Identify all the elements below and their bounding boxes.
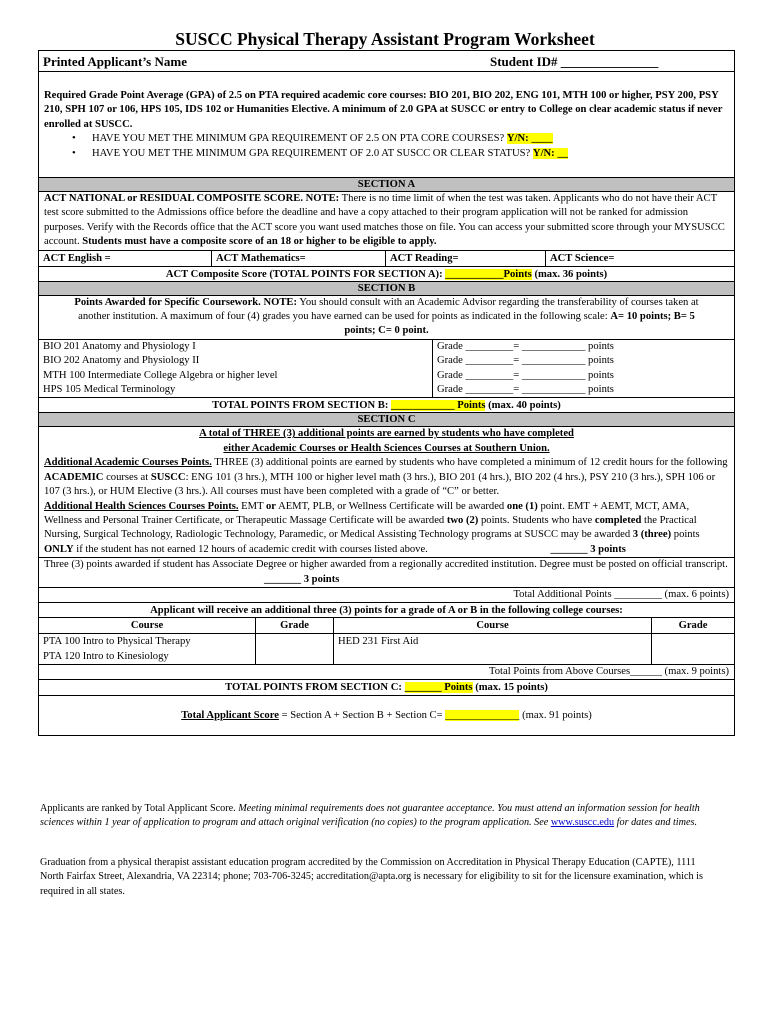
above-courses-total[interactable]: Total Points from Above Courses______ (max. 9 points) — [39, 664, 734, 679]
section-a-note: ACT NATIONAL or RESIDUAL COMPOSITE SCORE. NOTE: There is no time limit of when the test was taken. Applicants who do not have their ACT test score submitted to the Admissions office before the deadline and have a copy attached to their program application will not be ranked for admission purposes. Verify with the Records office that the ACT score you want used matches those on file. You can access your submitted score through your MYSUSCC account. Students must have a composite score of an 18 or higher to be eligible to apply. — [39, 191, 734, 250]
right-course-1: HED 231 First Aid — [334, 633, 651, 649]
section-b-total-row: TOTAL POINTS FROM SECTION B: ____________ Points (max. 40 points) — [39, 397, 734, 412]
college-courses-table — [39, 617, 734, 664]
section-c-total-field[interactable]: _______ Points — [404, 681, 473, 693]
student-id-field[interactable]: Student ID# _______________ — [490, 54, 659, 69]
gpa-requirements — [39, 71, 734, 177]
section-c-heading: SECTION C — [39, 412, 734, 426]
section-c-intro-1: A total of THREE (3) additional points are earned by students who have completed — [199, 428, 574, 440]
act-science-field[interactable]: ACT Science= — [545, 251, 734, 266]
section-a-heading: SECTION A — [39, 177, 734, 191]
applicant-name-field[interactable]: Printed Applicant’s Name — [43, 54, 187, 69]
col-course-header: Course — [476, 619, 509, 631]
act-score-fields — [39, 250, 734, 266]
total-additional-points[interactable]: Total Additional Points _________ (max. 6 points) — [39, 587, 734, 602]
total-applicant-score-row: Total Applicant Score = Section A + Section B + Section C= ______________ (max. 91 points) — [39, 695, 734, 735]
left-course-column — [39, 618, 255, 664]
col-grade-header: Grade — [280, 619, 309, 631]
course-row: HPS 105 Medical Terminology Grade _________= ____________ points — [39, 383, 734, 397]
course-row: MTH 100 Intermediate College Algebra or higher level Grade _________= ____________ points — [39, 369, 734, 383]
act-math-field[interactable]: ACT Mathematics= — [211, 251, 385, 266]
gpa-questions — [44, 132, 729, 161]
right-grade-column — [651, 618, 734, 664]
left-course-1: PTA 100 Intro to Physical Therapy — [39, 633, 255, 649]
act-composite-field[interactable]: ___________Points — [445, 268, 532, 280]
gpa-requirement-text: Required Grade Point Average (GPA) of 2.5 on PTA required academic core courses: BIO 201, BIO 202, ENG 101, MTH 100 or higher, PSY 200, PSY 210, SPH 107 or 106, HPS 105, IDS 102 or Humanities Elective. A minimum of 2.0 GPA at SUSCC or entry to College on clear academic status if never enrolled at SUSCC. — [44, 90, 723, 130]
gpa-question-suscc: • HAVE YOU MET THE MINIMUM GPA REQUIREMENT OF 2.0 AT SUSCC OR CLEAR STATUS? Y/N: __ — [92, 147, 729, 161]
ranking-note: Applicants are ranked by Total Applicant Score. Meeting minimal requirements does not guarantee acceptance. You must attend an information session for health sciences within 1 year of application to program and attach original verification (no copies) to the program application. See www.suscc.edu for dates and times. — [40, 803, 700, 829]
section-c-body — [39, 426, 734, 557]
worksheet-form — [38, 50, 735, 736]
health-points-field[interactable]: _______ 3 points — [550, 543, 626, 555]
left-grade-1[interactable] — [256, 633, 333, 649]
applicant-header-row — [39, 51, 734, 71]
course-row: BIO 201 Anatomy and Physiology I Grade _________= ____________ points — [39, 340, 734, 354]
health-sciences-points: Additional Health Sciences Courses Points. EMT or AEMT, PLB, or Wellness Certificate will be awarded one (1) point. EMT + AEMT, MCT, AMA, Wellness and Personal Trainer Certificate, or Therapeutic Massage Certificate will be awarded two (2) points. Students who have completed the Practical Nursing, Surgical Technology, Radiologic Technology, Paramedic, or Medical Assisting Technology programs at SUSCC may be awarded 3 (three) points ONLY if the student has not earned 12 hours of academic credit with courses listed above. _______ 3 points — [44, 500, 700, 555]
accreditation-note: Graduation from a physical therapist assistant education program accredited by the Commission on Accreditation in Physical Therapy Education (CAPTE), 1111 North Fairfax Street, Alexandria, VA 22314; phone; 703-706-3245; accreditation@apta.org is necessary for eligibility to sit for the licensure examination, which is required in all states. — [40, 857, 703, 897]
gpa-suscc-answer[interactable]: Y/N: __ — [532, 147, 568, 159]
college-courses-heading: Applicant will receive an additional three (3) points for a grade of A or B in the following college courses: — [39, 602, 734, 617]
right-course-2 — [334, 649, 651, 664]
section-c-intro-2: either Academic Courses or Health Sciences Courses at Southern Union. — [223, 442, 550, 454]
associate-points-field[interactable]: _______ 3 points — [264, 573, 340, 585]
right-grade-2[interactable] — [652, 649, 734, 664]
left-course-2: PTA 120 Intro to Kinesiology — [43, 650, 169, 662]
left-grade-column — [255, 618, 333, 664]
section-b-courses — [39, 339, 734, 398]
course-grade-field[interactable]: Grade _________= ____________ points — [437, 384, 614, 396]
gpa-question-core: • HAVE YOU MET THE MINIMUM GPA REQUIREMENT OF 2.5 ON PTA CORE COURSES? Y/N: ____ — [92, 132, 729, 146]
associate-degree-points: Three (3) points awarded if student has Associate Degree or higher awarded from a regionally accredited institution. Degree must be posted on official transcript. _______ 3 points — [39, 557, 734, 587]
course-grade-field[interactable]: Grade _________= ____________ points — [437, 369, 614, 381]
act-reading-field[interactable]: ACT Reading= — [385, 251, 545, 266]
suscc-link[interactable]: www.suscc.edu — [550, 817, 615, 829]
right-grade-1[interactable] — [652, 633, 734, 649]
col-course-header: Course — [130, 619, 164, 631]
academic-courses-points: Additional Academic Courses Points. THREE (3) additional points are earned by students who have completed a minimum of 12 credit hours for the following ACADEMIC courses at SUSCC: ENG 101 (3 hrs.), MTH 100 or higher level math (3 hrs.), BIO 201 (4 hrs.), BIO 202 (4 hrs.), PSY 210 (3 hrs.), SPH 106 or 107 (3 hrs.), or HUM Elective (3 hrs.). All courses must have been completed with a grade of “C” or better. — [44, 457, 728, 498]
course-grade-field[interactable]: Grade _________= ____________ points — [437, 355, 614, 367]
col-grade-header: Grade — [678, 619, 708, 631]
act-english-field[interactable]: ACT English = — [43, 252, 111, 264]
total-applicant-score-field[interactable]: ______________ — [445, 709, 520, 721]
section-c-total-row: TOTAL POINTS FROM SECTION C: _______ Points (max. 15 points) — [39, 679, 734, 695]
right-course-column — [333, 618, 651, 664]
page-title: SUSCC Physical Therapy Assistant Program Worksheet — [175, 29, 595, 49]
left-grade-2[interactable] — [256, 649, 333, 664]
course-grade-field[interactable]: Grade _________= ____________ points — [437, 340, 614, 352]
section-b-note: Points Awarded for Specific Coursework. NOTE: You should consult with an Academic Advisor regarding the transferability of courses taken at another institution. A maximum of four (4) grades you have earned can be used for points as indicated in the following scale: A= 10 points; B= 5 points; C= 0 point. — [39, 295, 734, 339]
section-b-heading: SECTION B — [39, 281, 734, 295]
course-row: BIO 202 Anatomy and Physiology II Grade _________= ____________ points — [39, 354, 734, 368]
act-composite-row: ACT Composite Score (TOTAL POINTS FOR SECTION A): ___________Points (max. 36 points) — [39, 266, 734, 281]
gpa-core-answer[interactable]: Y/N: ____ — [506, 133, 553, 145]
section-b-total-field[interactable]: ____________ Points — [391, 400, 486, 412]
